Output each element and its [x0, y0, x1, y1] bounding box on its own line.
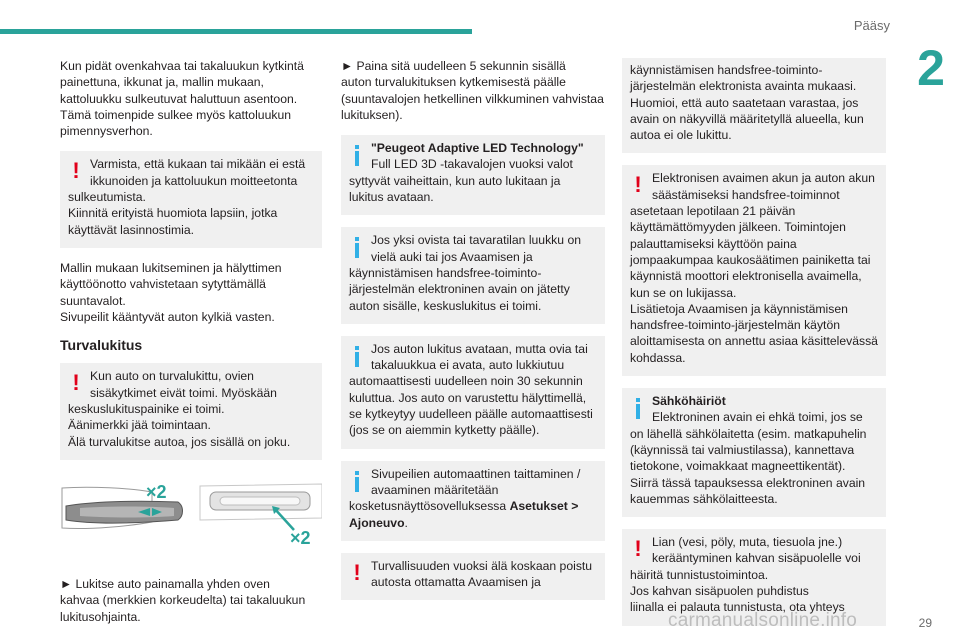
text-fragment: kosketusnäyttösovelluksessa: [349, 499, 507, 514]
text-line: Jos auton lukitus avataan, mutta ovia tai: [371, 341, 588, 356]
text-line: kahvaa (merkkien korkeudelta) tai takaluukun: [60, 593, 306, 608]
text-line: kun se on lukijassa.: [630, 285, 737, 300]
warning-box: [341, 553, 605, 601]
text-line: kuluttua. Jos auto on varustettu hälyttimellä,: [349, 390, 587, 405]
text-line: takaluukkua ei avata, auto lukkiutuu: [371, 358, 565, 373]
text-line: Jos yksi ovista tai tavaratilan luukku on: [371, 233, 581, 248]
text-line: järjestelmän elektroninen avain on jätetty: [349, 282, 570, 297]
info-title: Sähköhäiriöt: [652, 394, 726, 409]
text-line: sisäkytkimet eivät toimi. Myöskään: [90, 385, 277, 400]
warning-box: [622, 165, 886, 376]
text-line: avaaminen määritetään: [371, 482, 499, 497]
text-line: Sivupeilit kääntyvät auton kylkiä vasten.: [60, 309, 275, 324]
text-line: vielä auki tai jos Avaamisen ja: [371, 249, 533, 264]
chapter-number: 2: [902, 48, 960, 88]
info-icon: [350, 237, 364, 258]
column-2: [341, 58, 605, 612]
text-line: automaattisesti uudelleen noin 30 sekunnin: [349, 374, 583, 389]
warning-icon: !: [72, 158, 80, 184]
text-line: Kun pidät ovenkahvaa tai takaluukun kytkintä: [60, 59, 304, 73]
warning-icon: !: [634, 172, 642, 198]
text-line: lukituksen).: [341, 107, 403, 122]
text-line: on lähellä sähkölaitetta (esim. matkapuhelin: [630, 426, 867, 441]
text-line: järjestelmän elektronista avainta mukaasi.: [630, 79, 857, 94]
paragraph: [60, 58, 322, 139]
text-line: kerääntyminen kahvan sisäpuolelle voi: [652, 551, 861, 566]
text-line: Jos kahvan sisäpuolen puhdistus: [630, 584, 809, 599]
text-line: jompaakumpaa kaukosäätimen painiketta tai: [630, 252, 871, 267]
text-line: avain on näkyvillä määritetyllä alueella, kun: [630, 111, 864, 126]
heading-turvalukitus: Turvalukitus: [60, 337, 143, 354]
text-line: (suuntavalojen hetkellinen vilkkuminen vahvistaa: [341, 91, 604, 106]
text-line: suuntavalot.: [60, 293, 126, 308]
text-line: Sivupeilien automaattinen taittaminen /: [371, 466, 581, 481]
press-twice-label-right: ×2: [290, 527, 311, 548]
text-line: asetetaan lepotilaan 21 päivän: [630, 204, 796, 219]
menu-path-settings: Asetukset >: [509, 499, 579, 514]
text-line: Kun auto on turvalukittu, ovien: [90, 369, 254, 384]
text-line: syttyvät vaiheittain, kun auto lukitaan ja: [349, 173, 561, 188]
text-line: Varmista, että kukaan tai mikään ei estä: [90, 157, 306, 172]
menu-path-vehicle: Ajoneuvo: [349, 515, 405, 530]
warning-icon: !: [72, 370, 80, 396]
info-box: [622, 388, 886, 517]
text-line: palauttamiseksi käyttöön paina: [630, 236, 797, 251]
door-handle-illustration: [60, 478, 322, 556]
text-line: keskuslukituspainike ei toimi.: [68, 402, 225, 417]
text-line: liinalla ei palauta tunnistusta, ota yhteys: [630, 600, 845, 615]
text-line: ikkunoiden ja kattoluukun moitteetonta: [90, 173, 298, 188]
text-line: (käynnissä tai valmiustilassa), kannettava: [630, 442, 855, 457]
text-line: auton turvalukituksen kytkemisestä päälle: [341, 75, 566, 90]
text-line: käyttävät lasinnostimia.: [68, 222, 194, 237]
text-fragment: .: [404, 515, 408, 530]
header-accent-bar: [0, 29, 472, 34]
text-line: [349, 498, 597, 514]
text-line: autosta ottamatta Avaamisen ja: [371, 575, 541, 590]
text-line: Lian (vesi, pöly, muta, tiesuola jne.): [652, 535, 843, 550]
warning-box: [60, 363, 322, 459]
text-line: Tämä toimenpide sulkee myös kattoluukun: [60, 107, 292, 122]
column-1: [60, 58, 322, 637]
info-box: [341, 336, 605, 449]
info-icon: [350, 145, 364, 166]
text-line: käynnistämisen handsfree-toiminto-: [630, 63, 823, 77]
warning-icon: !: [353, 559, 361, 585]
text-line: Äänimerkki jää toimintaan.: [68, 418, 211, 433]
section-title: Pääsy: [853, 18, 890, 33]
text-line: käyttöönotto vahvistetaan sytyttämällä: [60, 277, 266, 292]
text-line: ► Lukitse auto painamalla yhden oven: [60, 576, 270, 591]
text-line: "Peugeot Adaptive LED Technology": [371, 141, 584, 156]
text-line: Turvallisuuden vuoksi älä koskaan poistu: [371, 558, 593, 573]
text-line: painettuna, ikkunat ja, mallin mukaan,: [60, 75, 264, 90]
page-number: 29: [918, 616, 932, 630]
text-line: Lisätietoja Avaamisen ja käynnistämisen: [630, 301, 848, 316]
watermark: carmanualsonline.info: [668, 610, 858, 631]
text-line: ► Paina sitä uudelleen 5 sekunnin sisällä: [341, 59, 566, 73]
text-line: se kytkeytyy uudelleen päälle automaattisesti: [349, 407, 593, 422]
text-line: auton sisälle, keskuslukitus ei toimi.: [349, 298, 542, 313]
info-box: [341, 227, 605, 323]
text-line: sulkeutumista.: [68, 190, 146, 205]
text-line: pimennysverhon.: [60, 124, 153, 139]
text-line: [349, 515, 597, 531]
text-line: Huomioi, että auto saatetaan varastaa, jos: [630, 95, 859, 110]
paragraph: [60, 260, 322, 325]
warning-box: [60, 151, 322, 247]
lock-illustration-svg: [60, 478, 322, 556]
text-line: Siirrä tässä tapauksessa elektroninen avain: [630, 475, 866, 490]
text-line: Elektronisen avaimen akun ja auton akun: [652, 171, 875, 186]
text-line: Elektroninen avain ei ehkä toimi, jos se: [652, 410, 863, 425]
text-line: kohdassa.: [630, 350, 686, 365]
text-line: lukitus avataan.: [349, 190, 434, 205]
text-line: käynnistä moottori elektronisella avaimella,: [630, 269, 862, 284]
text-line: tietokone, voimakkaat magneettikentät).: [630, 459, 846, 474]
text-line: kauemmas sähkölaitteesta.: [630, 491, 778, 506]
text-line: (jos se on aiemmin kytketty päälle).: [349, 423, 540, 438]
text-line: Mallin mukaan lukitseminen ja hälyttimen: [60, 260, 282, 275]
press-twice-label-left: ×2: [146, 481, 167, 502]
text-line: Full LED 3D -takavalojen vuoksi valot: [371, 157, 573, 172]
text-line: lukitusohjainta.: [60, 609, 141, 624]
text-line: handsfree-toiminto-järjestelmän käytön: [630, 318, 840, 333]
info-icon: [350, 346, 364, 367]
text-line: käyttämättömyyden jälkeen. Toimintojen: [630, 220, 846, 235]
continued-warning-box: [622, 58, 886, 153]
text-line: säästämiseksi handsfree-toiminnot: [652, 187, 840, 202]
text-line: aloittamisesta on annettu asiaa käsittelevässä: [630, 334, 878, 349]
info-icon: [350, 471, 364, 492]
warning-icon: !: [634, 536, 642, 562]
paragraph: [341, 58, 605, 123]
text-line: Kiinnitä erityistä huomiota lapsiin, jotka: [68, 206, 278, 221]
text-line: käynnistämisen handsfree-toiminto-: [349, 265, 542, 280]
column-3: [622, 58, 886, 638]
text-line: autoa ei ole lukittu.: [630, 128, 732, 143]
info-box: [341, 461, 605, 541]
info-icon: [631, 398, 645, 419]
text-line: häiritä tunnistustoimintoa.: [630, 567, 769, 582]
info-box: [341, 135, 605, 215]
paragraph: [60, 576, 322, 625]
text-line: kattoluukku sulkeutuvat haluttuun asentoon.: [60, 91, 298, 106]
text-line: Älä turvalukitse autoa, jos sisällä on joku.: [68, 434, 291, 449]
